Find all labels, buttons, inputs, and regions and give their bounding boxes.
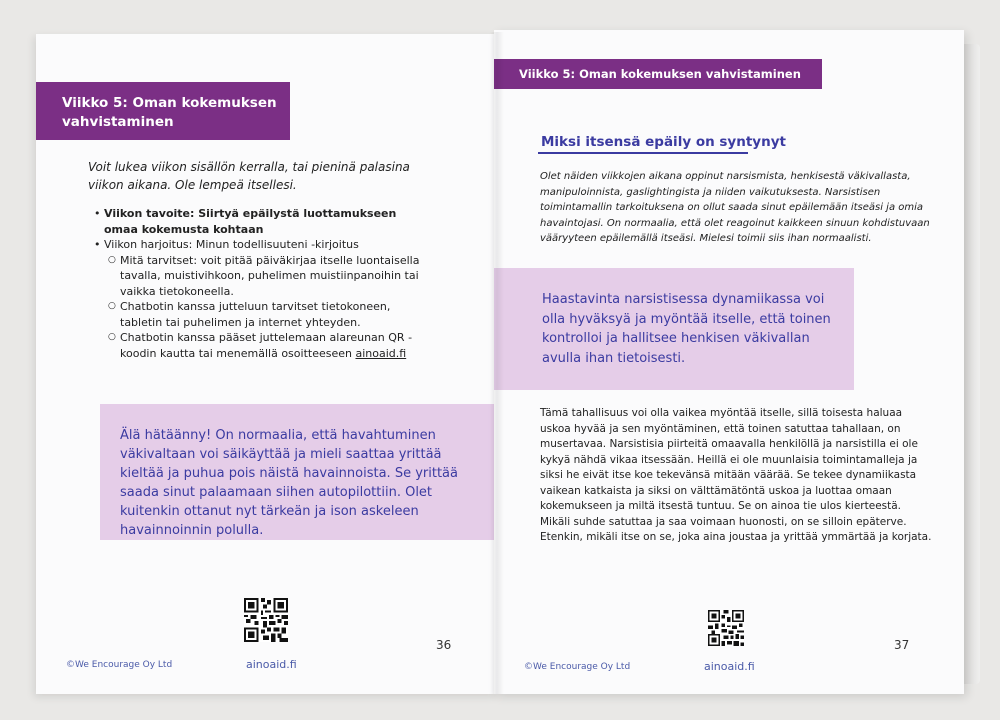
list-item [94, 237, 424, 253]
page-number: 36 [436, 638, 452, 652]
callout-box: Älä hätäänny! On normaalia, että havahtuminen väkivaltaan voi säikäyttää ja mieli saattaa yrittää kieltää ja puhua pois näistä havainnoista. Se yrittää saada sinut palaamaan siihen autopilottiin. Olet kuitenkin ottanut nyt tärkeän ja ison askeleen havainnoinnin polulla. [100, 404, 496, 540]
italic-paragraph: Olet näiden viikkojen aikana oppinut narsismista, henkisestä väkivallasta, manipuloinnista, gaslightingista ja niiden vaikutuksesta. Narsistisen toimintamallin tarkoituksena on ollut saada sinut epäilemään itseäsi ja omia havaintojasi. On normaalia, että olet reagoinut kaikkeen sinuun kohdistuvaan vääryyteen epäilemällä itseäsi. Mielesi toimii siis ihan normaalisti. [540, 171, 930, 244]
qr-code-icon[interactable] [708, 610, 752, 654]
footer-link[interactable]: ainoaid.fi [246, 658, 297, 671]
circle-bullet-icon: ○ [108, 254, 116, 265]
list-item [108, 330, 424, 361]
exercise-text: Viikon harjoitus: Minun todellisuuteni -kirjoitus [104, 238, 359, 251]
heading-underline [538, 152, 748, 154]
bullet-list [94, 206, 424, 361]
week-banner: Viikko 5: Oman kokemuksen vahvistaminen [36, 82, 290, 140]
intro-text: Voit lukea viikon sisällön kerralla, tai pieninä palasina viikon aikana. Ole lempeä itsellesi. [88, 160, 410, 192]
circle-bullet-icon: ○ [108, 301, 116, 311]
sub-item-text: Chatbotin kanssa jutteluun tarvitset tietokoneen, tabletin tai puhelimen ja internet yhteyden. [120, 300, 391, 329]
goal-text: Viikon tavoite: Siirtyä epäilystä luottamukseen omaa kokemusta kohtaan [104, 207, 397, 236]
list-item [108, 299, 424, 330]
sub-item-text: Chatbotin kanssa pääset juttelemaan alareunan QR -koodin kautta tai menemällä osoitteeseen ainoaid.fi [120, 331, 413, 360]
bullet-icon: • [94, 238, 101, 251]
page-stack-edge [962, 44, 980, 684]
list-item [108, 253, 424, 300]
copyright-text: ©We Encourage Oy Ltd [524, 662, 631, 672]
sub-item-text: Mitä tarvitset: voit pitää päiväkirjaa itselle luontaisella tavalla, muistivihkoon, puhelimen muistiinpanoihin tai vaikka tietokoneella. [120, 253, 420, 298]
book-spine [490, 32, 504, 694]
right-page [494, 30, 964, 694]
qr-code-icon[interactable] [244, 598, 288, 642]
section-heading: Miksi itsensä epäily on syntynyt [541, 134, 786, 150]
bullet-icon: • [94, 207, 101, 220]
footer-link[interactable]: ainoaid.fi [704, 660, 755, 673]
page-number: 37 [894, 638, 910, 652]
list-item [94, 206, 424, 237]
ainoaid-link[interactable]: ainoaid.fi [355, 346, 407, 360]
left-page [36, 34, 498, 694]
circle-bullet-icon: ○ [108, 332, 116, 342]
callout-box: Haastavinta narsistisessa dynamiikassa voi olla hyväksyä ja myöntää itselle, että toinen kontrolloi ja hallitsee henkisen väkivallan avulla ihan tietoisesti. [494, 268, 854, 390]
copyright-text: ©We Encourage Oy Ltd [66, 660, 173, 670]
week-banner: Viikko 5: Oman kokemuksen vahvistaminen [494, 59, 822, 89]
body-paragraph: Tämä tahallisuus voi olla vaikea myöntää itselle, sillä toisesta haluaa uskoa hyvää ja sen myöntäminen, että toinen satuttaa tahallaan, on musertavaa. Narsistisia piirteitä omaavalla henkilöllä ja narsistilla ei ole kykyä nähdä vikaa itsessään. Heillä ei ole muunlaisia toimintamalleja ja siksi he eivät itse koe tekevänsä mitään väärää. Se tekee dynamiikasta vaikean katkaista ja siksi on välttämätöntä uskoa ja luottaa omaan kokemukseen ja miltä itsestä tuntuu. Se on ainoa tie ulos kierteestä. Mikäli suhde satuttaa ja saa voimaan huonosti, on se silloin epäterve. Etenkin, mikäli itse on se, joka aina joustaa ja yrittää ymmärtää ja korjata. [540, 407, 932, 543]
